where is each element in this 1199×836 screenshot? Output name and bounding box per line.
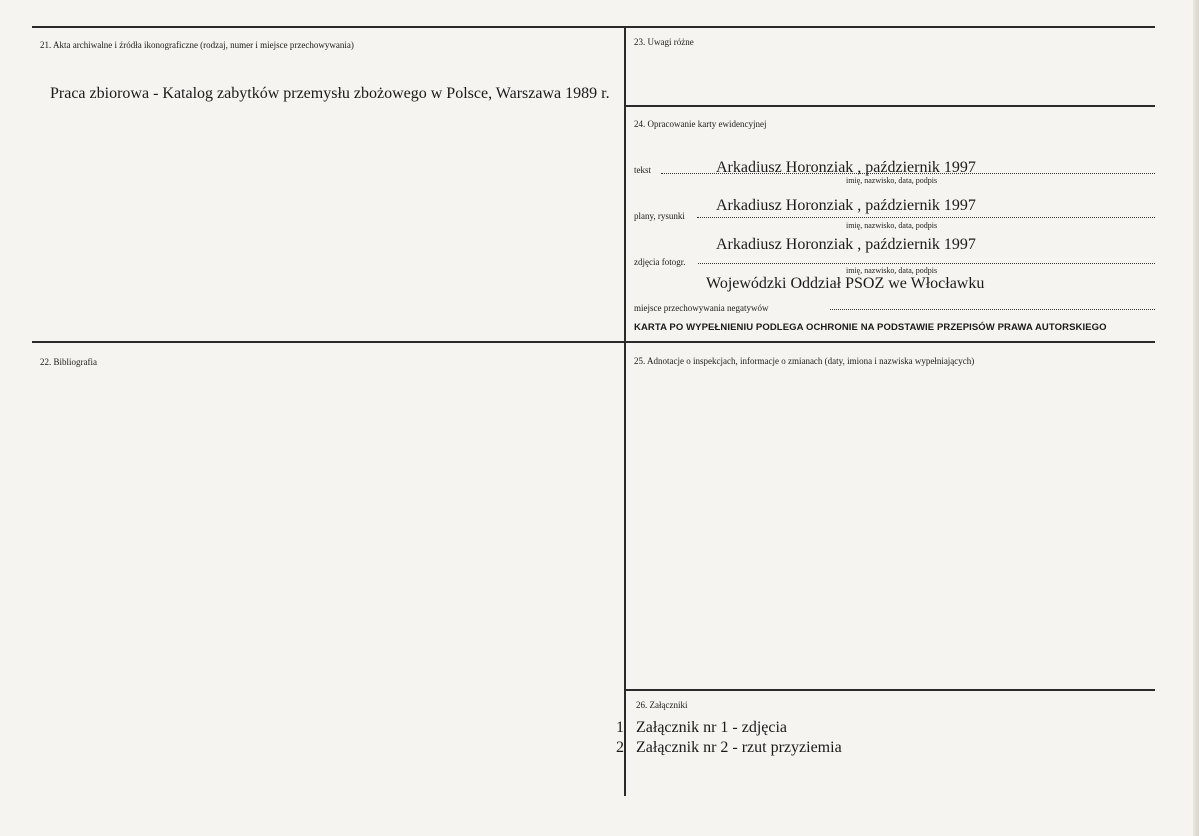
section21-entry: Praca zbiorowa - Katalog zabytków przemysłu zbożowego w Polsce, Warszawa 1989 r. (50, 85, 610, 102)
rule-25-26 (624, 689, 1155, 691)
attachment-text: Załącznik nr 1 - zdjęcia (636, 719, 788, 736)
section23-header: 23. Uwagi różne (634, 37, 694, 47)
drawings-author-line (697, 217, 1155, 218)
attachment-number: 2 (616, 739, 624, 756)
attachment-text: Załącznik nr 2 - rzut przyziemia (636, 739, 842, 756)
text-author-label: tekst (634, 165, 651, 175)
attachment-number: 1 (616, 719, 624, 736)
drawings-author-label: plany, rysunki (634, 211, 685, 221)
photos-author-line (698, 263, 1155, 264)
photos-author-label: zdjęcia fotogr. (634, 257, 686, 267)
paper-edge (1193, 0, 1199, 836)
drawings-author-caption: imię, nazwisko, data, podpis (846, 221, 938, 230)
negatives-storage-line (830, 309, 1155, 310)
drawings-author-value: Arkadiusz Horonziak , październik 1997 (716, 197, 976, 214)
section21-header: 21. Akta archiwalne i źródła ikonograficzne (rodzaj, numer i miejsce przechowywania) (40, 40, 354, 50)
top-rule (32, 26, 1155, 28)
section25-header: 25. Adnotacje o inspekcjach, informacje o zmianach (daty, imiona i nazwiska wypełniających) (634, 356, 975, 366)
rule-23-24 (624, 105, 1155, 107)
copyright-notice: KARTA PO WYPEŁNIENIU PODLEGA OCHRONIE NA PODSTAWIE PRZEPISÓW PRAWA AUTORSKIEGO (634, 322, 1107, 333)
section24-header: 24. Opracowanie karty ewidencyjnej (634, 119, 767, 129)
section26-header: 26. Załączniki (636, 700, 688, 710)
negatives-storage-label: miejsce przechowywania negatywów (634, 303, 769, 313)
photos-author-caption: imię, nazwisko, data, podpis (846, 266, 938, 275)
text-author-value: Arkadiusz Horonziak , październik 1997 (716, 159, 976, 176)
text-author-caption: imię, nazwisko, data, podpis (846, 176, 938, 185)
section22-header: 22. Bibliografia (40, 357, 97, 367)
middle-rule (32, 341, 1155, 343)
negatives-storage-value: Wojewódzki Oddział PSOZ we Włocławku (706, 275, 985, 292)
center-divider (624, 26, 626, 796)
photos-author-value: Arkadiusz Horonziak , październik 1997 (716, 236, 976, 253)
